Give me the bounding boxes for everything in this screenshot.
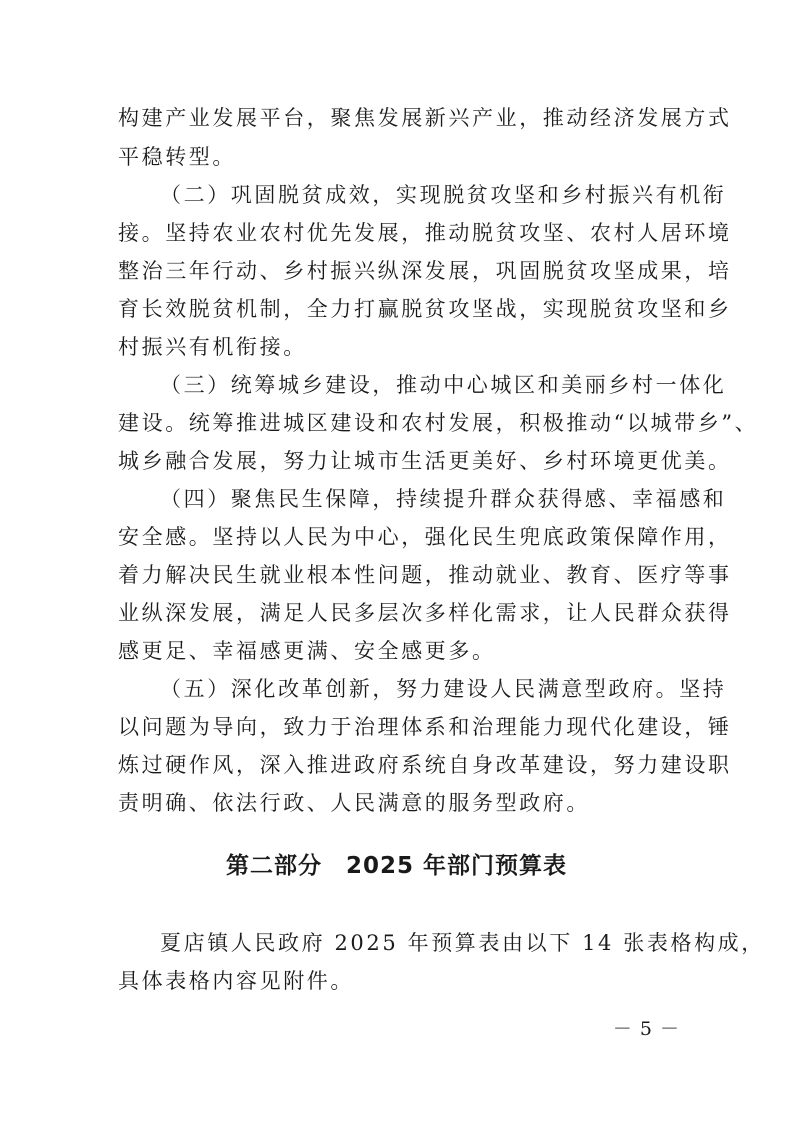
paragraph-line: 感更足、幸福感更满、安全感更多。 <box>118 639 496 663</box>
intro-line: 夏店镇人民政府 2025 年预算表由以下 14 张表格构成， <box>160 931 765 955</box>
paragraph-line: 建设。统筹推进城区建设和农村发展，积极推动“以城带乡”、 <box>118 411 759 435</box>
paragraph-line: 责明确、依法行政、人民满意的服务型政府。 <box>118 791 590 815</box>
paragraph-line: 育长效脱贫机制，全力打赢脱贫攻坚战，实现脱贫攻坚和乡 <box>118 297 732 321</box>
paragraph-line: 构建产业发展平台，聚焦发展新兴产业，推动经济发展方式 <box>118 106 732 130</box>
paragraph-line: （五）深化改革创新，努力建设人民满意型政府。坚持 <box>160 677 727 701</box>
paragraph-line: 安全感。坚持以人民为中心，强化民生兜底政策保障作用， <box>118 525 732 549</box>
paragraph-line: 着力解决民生就业根本性问题，推动就业、教育、医疗等事 <box>118 563 732 587</box>
paragraph-line: 接。坚持农业农村优先发展，推动脱贫攻坚、农村人居环境 <box>118 221 732 245</box>
page-number: － 5 － <box>612 1018 680 1040</box>
paragraph-line: 平稳转型。 <box>118 145 236 169</box>
paragraph-line: 城乡融合发展，努力让城市生活更美好、乡村环境更优美。 <box>118 449 732 473</box>
section-heading: 第二部分 2025 年部门预算表 <box>225 853 568 879</box>
paragraph-line: 整治三年行动、乡村振兴纵深发展，巩固脱贫攻坚成果，培 <box>118 259 732 283</box>
paragraph-line: （四）聚焦民生保障，持续提升群众获得感、幸福感和 <box>160 487 727 511</box>
intro-line: 具体表格内容见附件。 <box>118 969 354 993</box>
paragraph-line: 炼过硬作风，深入推进政府系统自身改革建设，努力建设职 <box>118 753 732 777</box>
paragraph-line: 村振兴有机衔接。 <box>118 335 307 359</box>
paragraph-line: （二）巩固脱贫成效，实现脱贫攻坚和乡村振兴有机衔 <box>160 183 727 207</box>
paragraph-line: 业纵深发展，满足人民多层次多样化需求，让人民群众获得 <box>118 601 732 625</box>
paragraph-line: 以问题为导向，致力于治理体系和治理能力现代化建设，锤 <box>118 715 732 739</box>
paragraph-line: （三）统筹城乡建设，推动中心城区和美丽乡村一体化 <box>160 373 727 397</box>
